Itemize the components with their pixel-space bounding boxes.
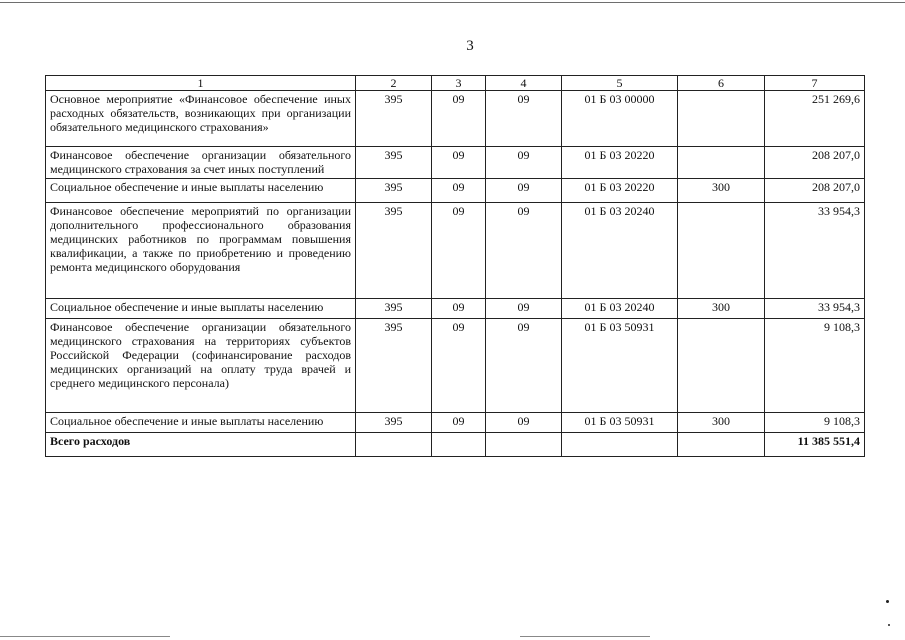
table-row <box>46 413 865 433</box>
empty-cell <box>678 433 765 457</box>
empty-cell <box>432 433 486 457</box>
row-code-2: 395 <box>356 319 432 413</box>
row-code-2: 395 <box>356 147 432 179</box>
row-code-6 <box>678 147 765 179</box>
table-row <box>46 299 865 319</box>
row-code-2: 395 <box>356 203 432 299</box>
table-row <box>46 147 865 179</box>
row-code-5: 01 Б 03 20240 <box>562 299 678 319</box>
header-cell: 7 <box>765 76 865 91</box>
row-code-6 <box>678 91 765 147</box>
expenditure-table <box>45 75 865 457</box>
row-code-6: 300 <box>678 299 765 319</box>
row-code-2: 395 <box>356 299 432 319</box>
scan-speck <box>888 624 890 626</box>
top-border-line <box>0 2 905 3</box>
scan-speck <box>886 600 889 603</box>
table-header-row <box>46 76 865 91</box>
header-cell: 3 <box>432 76 486 91</box>
header-cell: 6 <box>678 76 765 91</box>
row-code-4: 09 <box>486 91 562 147</box>
row-code-5: 01 Б 03 20220 <box>562 147 678 179</box>
row-code-6 <box>678 203 765 299</box>
row-code-4: 09 <box>486 299 562 319</box>
row-amount: 33 954,3 <box>765 203 865 299</box>
header-cell: 2 <box>356 76 432 91</box>
row-code-4: 09 <box>486 179 562 203</box>
row-code-3: 09 <box>432 147 486 179</box>
total-label: Всего расходов <box>46 433 356 457</box>
row-code-4: 09 <box>486 147 562 179</box>
row-code-4: 09 <box>486 203 562 299</box>
row-code-5: 01 Б 03 20240 <box>562 203 678 299</box>
row-code-6: 300 <box>678 179 765 203</box>
row-code-3: 09 <box>432 179 486 203</box>
page-number: 3 <box>466 38 474 54</box>
row-code-4: 09 <box>486 413 562 433</box>
table-row <box>46 319 865 413</box>
row-code-3: 09 <box>432 413 486 433</box>
table-row <box>46 179 865 203</box>
row-name: Социальное обеспечение и иные выплаты населению <box>46 299 356 319</box>
total-row <box>46 433 865 457</box>
row-code-2: 395 <box>356 91 432 147</box>
row-code-3: 09 <box>432 319 486 413</box>
row-code-5: 01 Б 03 20220 <box>562 179 678 203</box>
row-code-3: 09 <box>432 299 486 319</box>
table-row <box>46 91 865 147</box>
bottom-edge-line <box>520 636 650 637</box>
row-code-5: 01 Б 03 50931 <box>562 413 678 433</box>
empty-cell <box>562 433 678 457</box>
row-amount: 33 954,3 <box>765 299 865 319</box>
empty-cell <box>486 433 562 457</box>
header-cell: 1 <box>46 76 356 91</box>
row-name: Финансовое обеспечение организации обязательного медицинского страхования на территориях субъектов Российской Федерации (софинансирование расходов медицинских организаций на оплату труда врачей и среднего медицинского персонала) <box>46 319 356 413</box>
header-cell: 4 <box>486 76 562 91</box>
row-amount: 251 269,6 <box>765 91 865 147</box>
row-amount: 9 108,3 <box>765 319 865 413</box>
row-name: Финансовое обеспечение мероприятий по организации дополнительного профессионального образования медицинских работников по программам повышения квалификации, а также по приобретению и проведению ремонта медицинского оборудования <box>46 203 356 299</box>
row-name: Социальное обеспечение и иные выплаты населению <box>46 413 356 433</box>
header-cell: 5 <box>562 76 678 91</box>
row-code-4: 09 <box>486 319 562 413</box>
bottom-edge-line <box>0 636 170 637</box>
row-code-3: 09 <box>432 203 486 299</box>
total-amount: 11 385 551,4 <box>765 433 865 457</box>
table-row <box>46 203 865 299</box>
row-name: Финансовое обеспечение организации обязательного медицинского страхования за счет иных поступлений <box>46 147 356 179</box>
row-code-3: 09 <box>432 91 486 147</box>
row-amount: 208 207,0 <box>765 179 865 203</box>
row-name: Социальное обеспечение и иные выплаты населению <box>46 179 356 203</box>
empty-cell <box>356 433 432 457</box>
row-amount: 208 207,0 <box>765 147 865 179</box>
row-code-5: 01 Б 03 00000 <box>562 91 678 147</box>
row-code-6: 300 <box>678 413 765 433</box>
row-code-6 <box>678 319 765 413</box>
row-amount: 9 108,3 <box>765 413 865 433</box>
row-name: Основное мероприятие «Финансовое обеспечение иных расходных обязательств, возникающих при организации обязательного медицинского страхования» <box>46 91 356 147</box>
row-code-2: 395 <box>356 413 432 433</box>
row-code-2: 395 <box>356 179 432 203</box>
row-code-5: 01 Б 03 50931 <box>562 319 678 413</box>
